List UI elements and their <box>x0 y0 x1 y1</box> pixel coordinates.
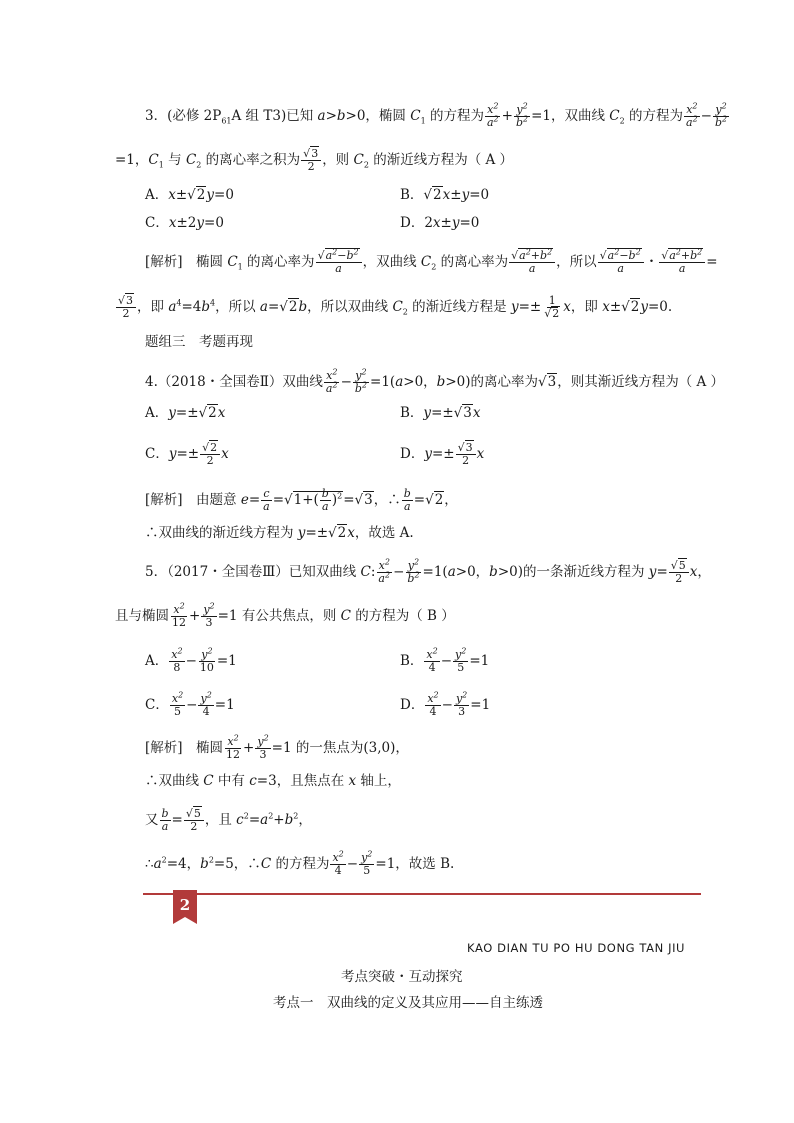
section-title: 考点突破・互动探究 <box>341 969 463 985</box>
problem-5-option-c: C． $\frac{x^2}{5}$ − $\frac{y^2}{4}$ =1 <box>145 690 235 718</box>
problem-3-analysis-line2: $\frac{√3}{2}$ ，即 $a^4=4b^4$，所以 a=√2b，所以双曲线 $C_2$ 的渐近线方程是 y=± $\frac{1}{√2}$ x，即 x±√2y=0. <box>118 294 673 320</box>
problem-3-option-a: A．x±√2y=0 <box>145 187 234 203</box>
problem-4-option-b: B．y=±√3x <box>400 405 481 421</box>
problem-5-analysis-line2: ∴双曲线 C 中有 c=3，且焦点在 x 轴上， <box>145 773 401 789</box>
section-number-badge <box>173 890 197 924</box>
problem-4-option-c: C．y=± $\frac{√2}{2}$ x <box>145 441 229 467</box>
problem-5-stem-line1: 5．（2017・全国卷Ⅲ）已知双曲线 C: $\frac{x^2}{a^2}$ − $\frac{y^2}{b^2}$ =1(a>0，b>0)的一条渐近线方程为 y= $\frac{√5}{2}$ x， <box>145 557 711 585</box>
pinyin-title: KAO DIAN TU PO HU DONG TAN JIU <box>467 941 686 955</box>
section-number: 2 <box>179 896 191 914</box>
problem-5-analysis-line1: [解析] 椭圆 $\frac{x^2}{12}$ + $\frac{y^2}{3}$ =1 的一焦点为(3,0)， <box>145 733 409 761</box>
problem-4-option-a: A．y=±√2x <box>145 405 226 421</box>
problem-5-analysis-line4: $\therefore a^2=4$，$b^2=5$，∴C 的方程为 $\frac{x^2}{4}$ − $\frac{y^2}{5}$ =1，故选 B. <box>145 849 455 877</box>
problem-3-option-d: D．2x±y=0 <box>400 215 480 231</box>
problem-4-analysis-line1: [解析] 由题意 e= $\frac{c}{a}$ =√1+( $\frac{b}{a}$ )$^2$=√3，∴ $\frac{b}{a}$ =√2， <box>145 487 458 513</box>
problem-4-analysis-line2: ∴双曲线的渐近线方程为 y=±√2x，故选 A. <box>145 525 414 541</box>
subsection-title: 考点一 双曲线的定义及其应用——自主练透 <box>273 995 543 1011</box>
problem-3-analysis-line1: [解析] 椭圆 $C_1$ 的离心率为 $\frac{√a^2-b^2}{a}$ ，双曲线 $C_2$ 的离心率为 $\frac{√a^2+b^2}{a}$ ，所以 $\frac{√a^2-b^2}{a}$ ・ $\frac{√a^2+b^2}{a}$ = <box>145 247 718 275</box>
problem-4-stem: 4.（2018・全国卷Ⅱ）双曲线 $\frac{x^2}{a^2}$ − $\frac{y^2}{b^2}$ =1(a>0，b>0)的离心率为√3，则其渐近线方程为（ A ） <box>145 367 725 395</box>
problem-3-stem-line1: 3．(必修 $2P_{61}A$ 组 T3)已知 a>b>0，椭圆 $C_1$ 的方程为 $\frac{x^2}{a^2}$ + $\frac{y^2}{b^2}$ =1，双曲线 $C_2$ 的方程为 $\frac{x^2}{a^2}$ − $\frac{y^2}{b^2}$ <box>145 101 728 129</box>
section-divider <box>143 893 701 895</box>
problem-5-analysis-line3: 又 $\frac{b}{a}$ = $\frac{√5}{2}$ ，且 $c^2=a^2+b^2$， <box>145 807 312 833</box>
problem-5-option-a: A． $\frac{x^2}{8}$ − $\frac{y^2}{10}$ =1 <box>145 646 237 674</box>
problem-3-option-b: B．√2x±y=0 <box>400 187 490 203</box>
problem-4-option-d: D．y=± $\frac{√3}{2}$ x <box>400 441 485 467</box>
section-heading: 题组三 考题再现 <box>145 334 253 350</box>
problem-5-option-b: B． $\frac{x^2}{4}$ − $\frac{y^2}{5}$ =1 <box>400 646 490 674</box>
problem-5-option-d: D． $\frac{x^2}{4}$ − $\frac{y^2}{3}$ =1 <box>400 690 491 718</box>
problem-3-stem-line2: =1，$C_1$ 与 $C_2$ 的离心率之积为 $\frac{√3}{2}$ ，则 $C_2$ 的渐近线方程为（ A ） <box>115 147 514 173</box>
problem-5-stem-line2: 且与椭圆 $\frac{x^2}{12}$ + $\frac{y^2}{3}$ =1 有公共焦点，则 C 的方程为（ B ） <box>115 601 455 629</box>
problem-3-option-c: C．x±2y=0 <box>145 215 224 231</box>
